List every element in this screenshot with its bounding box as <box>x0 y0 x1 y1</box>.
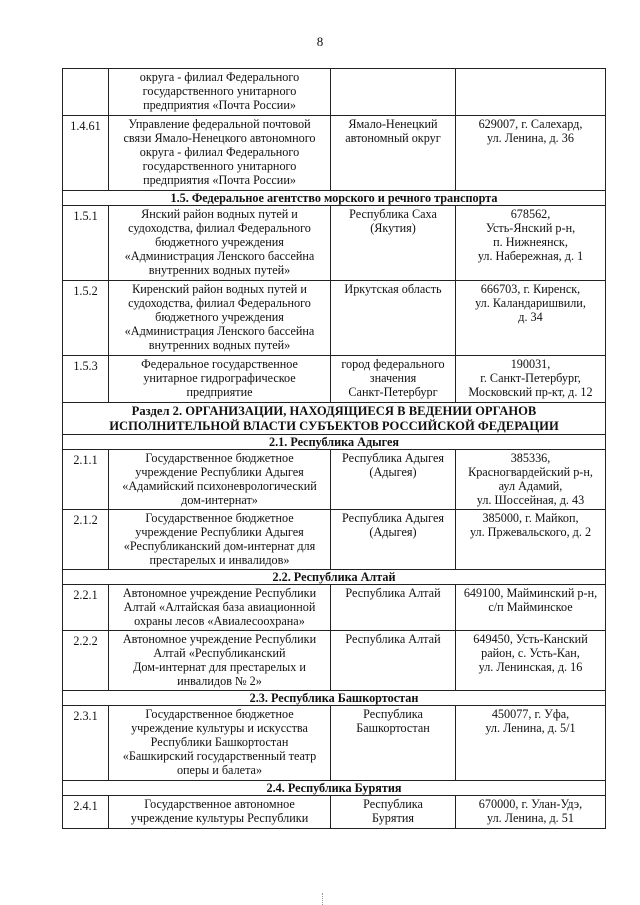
section-heading-row <box>63 435 606 450</box>
section-heading-row <box>63 570 606 585</box>
organization-name: Управление федеральной почтовой связи Ямало-Ненецкого автономного округа - филиал Федерального государственного унитарного предприятия «Почта России» <box>109 116 331 191</box>
organization-name: Автономное учреждение Республики Алтай «Республиканский Дом-интернат для престарелых и инвалидов № 2» <box>109 631 331 691</box>
organization-name: Янский район водных путей и судоходства, филиал Федерального бюджетного учреждения «Администрация Ленского бассейна внутренних водных путей» <box>109 206 331 281</box>
region-name: Республика Бурятия <box>331 796 456 829</box>
row-number: 1.5.1 <box>63 206 109 281</box>
region-name: город федерального значения Санкт-Петербург <box>331 356 456 403</box>
table-row <box>63 450 606 510</box>
organization-name: Государственное бюджетное учреждение Республики Адыгея «Адамийский психоневрологический дом-интернат» <box>109 450 331 510</box>
table-row <box>63 631 606 691</box>
row-number: 1.5.3 <box>63 356 109 403</box>
organization-name: Автономное учреждение Республики Алтай «Алтайская база авиационной охраны лесов «Авиалесоохрана» <box>109 585 331 631</box>
organization-name: округа - филиал Федерального государственного унитарного предприятия «Почта России» <box>109 69 331 116</box>
organization-address: 678562, Усть-Янский р-н, п. Нижнеянск, ул. Набережная, д. 1 <box>456 206 606 281</box>
chapter-heading: Раздел 2. ОРГАНИЗАЦИИ, НАХОДЯЩИЕСЯ В ВЕДЕНИИ ОРГАНОВ ИСПОЛНИТЕЛЬНОЙ ВЛАСТИ СУБЪЕКТОВ РОССИЙСКОЙ ФЕДЕРАЦИИ <box>63 403 606 435</box>
organization-address: 649450, Усть-Канский район, с. Усть-Кан, ул. Ленинская, д. 16 <box>456 631 606 691</box>
region-name: Республика Алтай <box>331 585 456 631</box>
organization-address <box>456 69 606 116</box>
row-number: 2.2.1 <box>63 585 109 631</box>
row-number: 2.3.1 <box>63 706 109 781</box>
organization-name: Государственное бюджетное учреждение Республики Адыгея «Республиканский дом-интернат для престарелых и инвалидов» <box>109 510 331 570</box>
organization-address: 666703, г. Киренск, ул. Каландаришвили, д. 34 <box>456 281 606 356</box>
section-heading: 2.2. Республика Алтай <box>63 570 606 585</box>
row-number: 1.4.61 <box>63 116 109 191</box>
organization-name: Киренский район водных путей и судоходства, филиал Федерального бюджетного учреждения «Администрация Ленского бассейна внутренних водных путей» <box>109 281 331 356</box>
organizations-table <box>62 68 606 829</box>
organization-address: 629007, г. Салехард, ул. Ленина, д. 36 <box>456 116 606 191</box>
table-row <box>63 69 606 116</box>
region-name: Ямало-Ненецкий автономный округ <box>331 116 456 191</box>
organization-address: 670000, г. Улан-Удэ, ул. Ленина, д. 51 <box>456 796 606 829</box>
table-row <box>63 116 606 191</box>
organization-address: 190031, г. Санкт-Петербург, Московский пр-кт, д. 12 <box>456 356 606 403</box>
section-heading-row <box>63 781 606 796</box>
organization-name: Федеральное государственное унитарное гидрографическое предприятие <box>109 356 331 403</box>
section-heading: 2.3. Республика Башкортостан <box>63 691 606 706</box>
table-row <box>63 796 606 829</box>
section-heading: 1.5. Федеральное агентство морского и речного транспорта <box>63 191 606 206</box>
organization-name: Государственное бюджетное учреждение культуры и искусства Республики Башкортостан «Башкирский государственный театр оперы и балета» <box>109 706 331 781</box>
scan-mark <box>322 893 325 905</box>
table-row <box>63 706 606 781</box>
section-heading: 2.4. Республика Бурятия <box>63 781 606 796</box>
row-number: 2.2.2 <box>63 631 109 691</box>
row-number: 2.1.2 <box>63 510 109 570</box>
row-number: 2.4.1 <box>63 796 109 829</box>
region-name: Республика Башкортостан <box>331 706 456 781</box>
table-row <box>63 356 606 403</box>
region-name: Иркутская область <box>331 281 456 356</box>
row-number <box>63 69 109 116</box>
region-name: Республика Адыгея (Адыгея) <box>331 450 456 510</box>
organization-name: Государственное автономное учреждение культуры Республики <box>109 796 331 829</box>
region-name: Республика Саха (Якутия) <box>331 206 456 281</box>
page-number: 8 <box>316 34 324 49</box>
region-name: Республика Алтай <box>331 631 456 691</box>
region-name <box>331 69 456 116</box>
section-heading: 2.1. Республика Адыгея <box>63 435 606 450</box>
table-row <box>63 206 606 281</box>
organization-address: 649100, Майминский р-н, с/п Майминское <box>456 585 606 631</box>
table-row <box>63 281 606 356</box>
chapter-heading-row <box>63 403 606 435</box>
section-heading-row <box>63 691 606 706</box>
organization-address: 450077, г. Уфа, ул. Ленина, д. 5/1 <box>456 706 606 781</box>
section-heading-row <box>63 191 606 206</box>
region-name: Республика Адыгея (Адыгея) <box>331 510 456 570</box>
table-row <box>63 585 606 631</box>
organizations-table-body <box>63 69 606 829</box>
row-number: 2.1.1 <box>63 450 109 510</box>
organization-address: 385000, г. Майкоп, ул. Пржевальского, д. 2 <box>456 510 606 570</box>
table-row <box>63 510 606 570</box>
organization-address: 385336, Красногвардейский р-н, аул Адамий, ул. Шоссейная, д. 43 <box>456 450 606 510</box>
row-number: 1.5.2 <box>63 281 109 356</box>
